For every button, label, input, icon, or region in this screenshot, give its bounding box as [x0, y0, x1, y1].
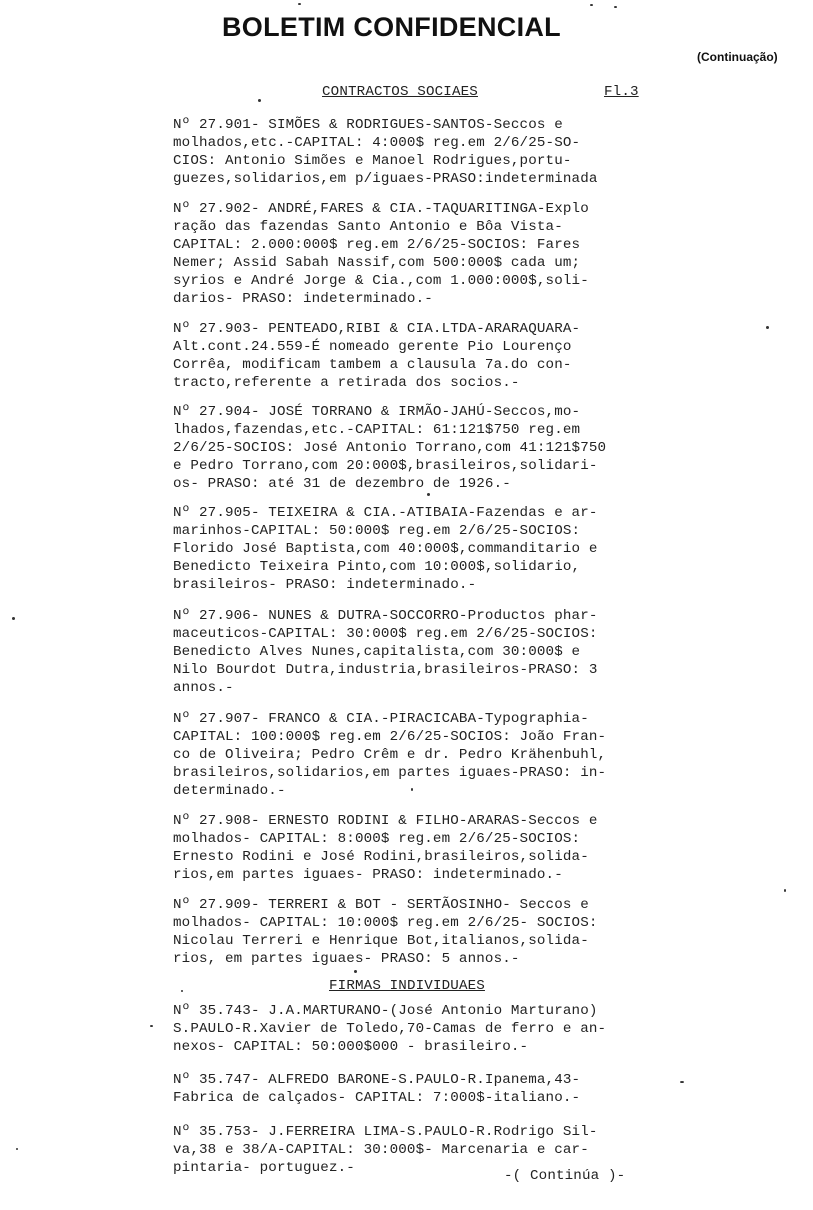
contractos-sociaes-heading: CONTRACTOS SOCIAES [322, 84, 478, 100]
entry-line: Nilo Bourdot Dutra,industria,brasileiros-PRASO: 3 [173, 662, 598, 678]
contract-entry-27909 [173, 896, 673, 968]
entry-line: 2/6/25-SOCIOS: José Antonio Torrano,com 41:121$750 [173, 440, 607, 456]
contract-entry-27908 [173, 812, 673, 884]
folio-number: Fl.3 [604, 84, 639, 100]
entry-line: syrios e André Jorge & Cia.,com 1.000:000$,soli- [173, 273, 589, 289]
entry-line: e Pedro Torrano,com 20:000$,brasileiros,solidari- [173, 458, 598, 474]
entry-line: Ernesto Rodini e José Rodini,brasileiros,solida- [173, 849, 589, 865]
entry-line: Benedicto Teixeira Pinto,com 10:000$,solidario, [173, 559, 581, 575]
entry-line: ração das fazendas Santo Antonio e Bôa Vista- [173, 219, 563, 235]
entry-line: molhados,etc.-CAPITAL: 4:000$ reg.em 2/6/25-SO- [173, 135, 581, 151]
entry-line: Nº 27.909- TERRERI & BOT - SERTÃOSINHO- Seccos e [173, 897, 589, 913]
scan-speck [16, 1148, 18, 1150]
entry-line: darios- PRASO: indeterminado.- [173, 291, 433, 307]
entry-line: va,38 e 38/A-CAPITAL: 30:000$- Marcenaria e car- [173, 1142, 589, 1158]
entry-line: marinhos-CAPITAL: 50:000$ reg.em 2/6/25-SOCIOS: [173, 523, 581, 539]
scan-speck [12, 617, 15, 620]
entry-line: lhados,fazendas,etc.-CAPITAL: 61:121$750 reg.em [173, 422, 581, 438]
entry-line: Nº 27.905- TEIXEIRA & CIA.-ATIBAIA-Fazendas e ar- [173, 505, 598, 521]
entry-line: os- PRASO: até 31 de dezembro de 1926.- [173, 476, 511, 492]
entry-line: tracto,referente a retirada dos socios.- [173, 375, 520, 391]
entry-line: nexos- CAPITAL: 50:000$000 - brasileiro.- [173, 1039, 529, 1055]
scan-speck [298, 3, 301, 5]
entry-line: rios,em partes iguaes- PRASO: indeterminado.- [173, 867, 563, 883]
contract-entry-27906 [173, 607, 673, 697]
contract-entry-27902 [173, 200, 673, 308]
contract-entry-27905 [173, 504, 673, 594]
scan-speck [411, 788, 413, 791]
entry-line: S.PAULO-R.Xavier de Toledo,70-Camas de ferro e an- [173, 1021, 607, 1037]
entry-line: Nº 27.908- ERNESTO RODINI & FILHO-ARARAS-Seccos e [173, 813, 598, 829]
entry-line: Nº 27.906- NUNES & DUTRA-SOCCORRO-Productos phar- [173, 608, 598, 624]
contract-entry-27907 [173, 710, 673, 800]
scan-speck [766, 326, 769, 329]
scan-speck [181, 990, 183, 992]
entry-line: pintaria- portuguez.- [173, 1160, 355, 1176]
continua-note: -( Continúa )- [504, 1168, 626, 1184]
entry-line: Nº 27.903- PENTEADO,RIBI & CIA.LTDA-ARARAQUARA- [173, 321, 581, 337]
entry-line: Nº 35.747- ALFREDO BARONE-S.PAULO-R.Ipanema,43- [173, 1072, 581, 1088]
entry-line: Nº 27.904- JOSÉ TORRANO & IRMÃO-JAHÚ-Seccos,mo- [173, 404, 581, 420]
firma-entry-35747 [173, 1071, 673, 1107]
entry-line: molhados- CAPITAL: 10:000$ reg.em 2/6/25- SOCIOS: [173, 915, 598, 931]
entry-line: Nº 35.743- J.A.MARTURANO-(José Antonio Marturano) [173, 1003, 598, 1019]
bulletin-title: BOLETIM CONFIDENCIAL [222, 12, 561, 42]
entry-line: co de Oliveira; Pedro Crêm e dr. Pedro Krähenbuhl, [173, 747, 607, 763]
scan-speck [680, 1081, 684, 1083]
entry-line: brasileiros- PRASO: indeterminado.- [173, 577, 477, 593]
entry-line: rios, em partes iguaes- PRASO: 5 annos.- [173, 951, 520, 967]
continuation-note: (Continuação) [697, 50, 778, 64]
entry-line: molhados- CAPITAL: 8:000$ reg.em 2/6/25-SOCIOS: [173, 831, 581, 847]
entry-line: Nº 27.901- SIMÕES & RODRIGUES-SANTOS-Seccos e [173, 117, 563, 133]
entry-line: Corrêa, modificam tambem a clausula 7a.do con- [173, 357, 572, 373]
scan-speck [784, 889, 786, 892]
entry-line: guezes,solidarios,em p/iguaes-PRASO:indeterminada [173, 171, 598, 187]
entry-line: CIOS: Antonio Simões e Manoel Rodrigues,portu- [173, 153, 572, 169]
scan-speck [427, 493, 430, 496]
contract-entry-27903 [173, 320, 673, 392]
entry-line: CAPITAL: 100:000$ reg.em 2/6/25-SOCIOS: João Fran- [173, 729, 607, 745]
entry-line: Nemer; Assid Sabah Nassif,com 500:000$ cada um; [173, 255, 581, 271]
scan-speck [258, 99, 261, 102]
entry-line: Nº 35.753- J.FERREIRA LIMA-S.PAULO-R.Rodrigo Sil- [173, 1124, 598, 1140]
scan-speck [614, 6, 617, 8]
entry-line: Nº 27.902- ANDRÉ,FARES & CIA.-TAQUARITINGA-Explo [173, 201, 589, 217]
entry-line: brasileiros,solidarios,em partes iguaes-PRASO: in- [173, 765, 607, 781]
entry-line: Florido José Baptista,com 40:000$,commanditario e [173, 541, 598, 557]
entry-line: CAPITAL: 2.000:000$ reg.em 2/6/25-SOCIOS: Fares [173, 237, 581, 253]
scan-speck [150, 1025, 153, 1027]
entry-line: Nicolau Terreri e Henrique Bot,italianos,solida- [173, 933, 589, 949]
firmas-individuaes-heading: FIRMAS INDIVIDUAES [329, 978, 485, 994]
entry-line: Fabrica de calçados- CAPITAL: 7:000$-italiano.- [173, 1090, 581, 1106]
entry-line: maceuticos-CAPITAL: 30:000$ reg.em 2/6/25-SOCIOS: [173, 626, 598, 642]
entry-line: Alt.cont.24.559-É nomeado gerente Pio Lourenço [173, 339, 572, 355]
firma-entry-35743 [173, 1002, 673, 1056]
contract-entry-27904 [173, 403, 673, 493]
contract-entry-27901 [173, 116, 673, 188]
entry-line: Nº 27.907- FRANCO & CIA.-PIRACICABA-Typographia- [173, 711, 589, 727]
scan-speck [354, 970, 357, 973]
entry-line: Benedicto Alves Nunes,capitalista,com 30:000$ e [173, 644, 581, 660]
scan-speck [590, 4, 593, 6]
entry-line: determinado.- [173, 783, 286, 799]
entry-line: annos.- [173, 680, 234, 696]
